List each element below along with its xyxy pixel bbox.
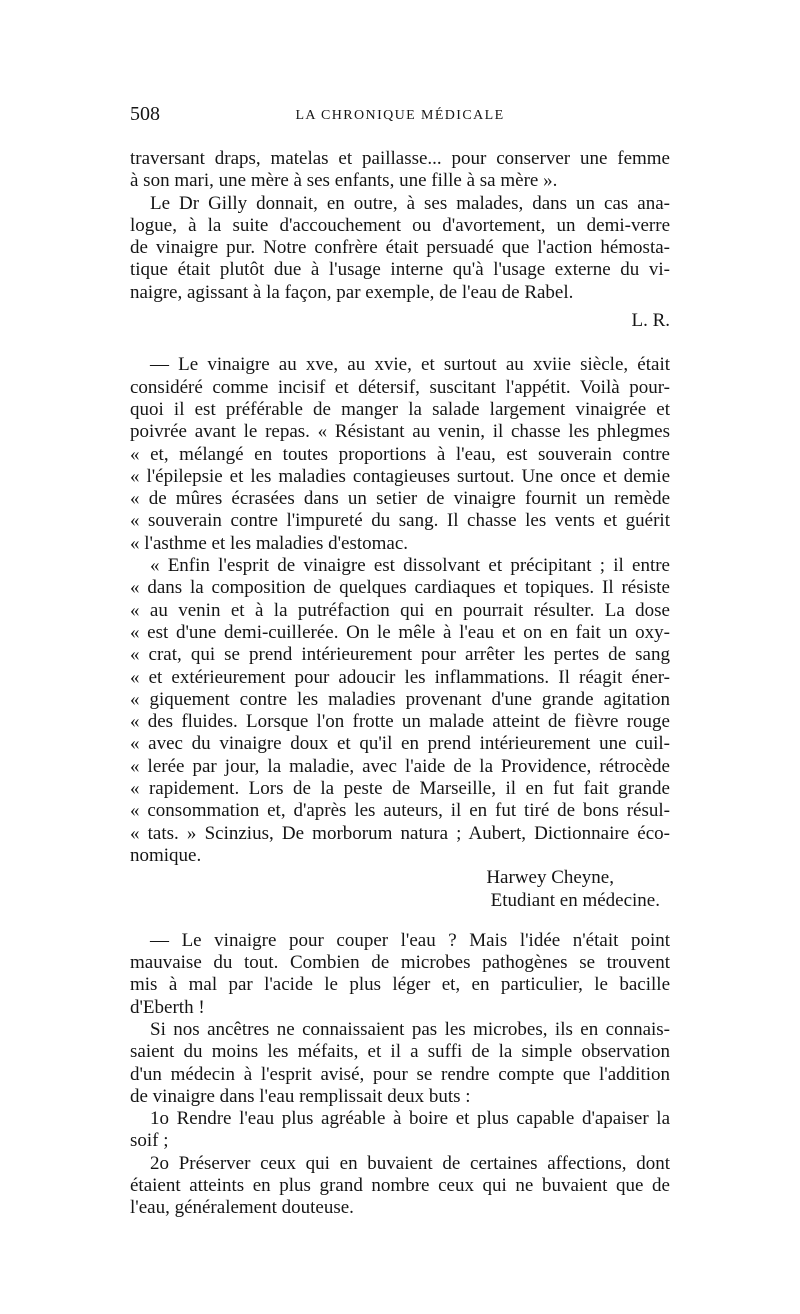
text-line: — Le vinaigre pour couper l'eau ? Mais l'idée n'était point xyxy=(150,929,670,951)
text-line: « est d'une demi-cuillerée. On le mêle à l'eau et on en fait un oxy- xyxy=(130,621,670,643)
text-line: 2o Préserver ceux qui en buvaient de certaines affections, dont xyxy=(150,1152,670,1174)
text-line: « lerée par jour, la maladie, avec l'aide de la Providence, rétrocède xyxy=(130,755,670,777)
text-line: « Enfin l'esprit de vinaigre est dissolvant et précipitant ; il entre xyxy=(150,555,670,577)
text-line: « souverain contre l'impureté du sang. Il chasse les vents et guérit xyxy=(130,510,670,532)
text-line: saient du moins les méfaits, et il a suffi de la simple observation xyxy=(130,1041,670,1063)
text-line: « au venin et à la putréfaction qui en pourrait résulter. La dose xyxy=(130,599,670,621)
signature-title: Etudiant en médecine. xyxy=(490,889,660,911)
text-line: traversant draps, matelas et paillasse... pour conserver une femme xyxy=(130,148,670,169)
text-line: « tats. » Scinzius, De morborum natura ; Aubert, Dictionnaire éco- xyxy=(130,822,670,844)
text-line: d'Eberth ! xyxy=(130,996,205,1018)
text-line: poivrée avant le repas. « Résistant au venin, il chasse les phlegmes xyxy=(130,421,670,443)
text-line: soif ; xyxy=(130,1130,169,1152)
text-line: « et, mélangé en toutes proportions à l'eau, est souverain contre xyxy=(130,443,670,465)
text-line: « l'asthme et les maladies d'estomac. xyxy=(130,532,409,554)
text-line: de vinaigre dans l'eau remplissait deux buts : xyxy=(130,1085,471,1107)
page-header xyxy=(130,103,670,133)
page-number: 508 xyxy=(130,103,160,125)
text-line: Le Dr Gilly donnait, en outre, à ses malades, dans un cas ana- xyxy=(150,192,670,214)
text-line: « rapidement. Lors de la peste de Marseille, il en fut fait grande xyxy=(130,778,670,800)
text-line: « de mûres écrasées dans un setier de vinaigre fournit un remède xyxy=(130,488,670,510)
text-line: étaient atteints en plus grand nombre ceux qui ne buvaient que de xyxy=(130,1175,670,1197)
text-line: l'eau, généralement douteuse. xyxy=(130,1197,354,1219)
text-line: nomique. xyxy=(130,844,202,866)
text-line: de vinaigre pur. Notre confrère était persuadé que l'action hémosta- xyxy=(130,237,670,259)
text-line: « avec du vinaigre doux et qu'il en prend intérieurement une cuil- xyxy=(130,733,670,755)
running-title: LA CHRONIQUE MÉDICALE xyxy=(295,108,505,123)
text-line: « giquement contre les maladies provenant d'une grande agitation xyxy=(130,688,670,710)
text-line: d'un médecin à l'esprit avisé, pour se rendre compte que l'addition xyxy=(130,1063,670,1085)
text-line: « crat, qui se prend intérieurement pour arrêter les pertes de sang xyxy=(130,644,670,666)
text-line: « consommation et, d'après les auteurs, il en fut tiré de bons résul- xyxy=(130,800,670,822)
text-line: tique était plutôt due à l'usage interne qu'à l'usage externe du vi- xyxy=(130,259,670,281)
text-line: « l'épilepsie et les maladies contagieuses surtout. Une once et demie xyxy=(130,465,670,487)
text-line: mauvaise du tout. Combien de microbes pathogènes se trouvent xyxy=(130,952,670,974)
text-line: « des fluides. Lorsque l'on frotte un malade atteint de fièvre rouge xyxy=(130,711,670,733)
text-line: considéré comme incisif et détersif, suscitant l'appétit. Voilà pour- xyxy=(130,376,670,398)
page-body xyxy=(130,148,670,1220)
text-line: à son mari, une mère à ses enfants, une fille à sa mère ». xyxy=(130,170,558,192)
text-line: — Le vinaigre au xve, au xvie, et surtout au xviie siècle, était xyxy=(150,354,670,376)
text-line: « et extérieurement pour adoucir les inflammations. Il réagit éner- xyxy=(130,666,670,688)
text-line: mis à mal par l'acide le plus léger et, en particulier, le bacille xyxy=(130,974,670,996)
text-line: 1o Rendre l'eau plus agréable à boire et plus capable d'apaiser la xyxy=(150,1108,670,1130)
signature-initials: L. R. xyxy=(631,310,670,332)
text-line: naigre, agissant à la façon, par exemple, de l'eau de Rabel. xyxy=(130,281,574,303)
text-line: logue, à la suite d'accouchement ou d'avortement, un demi-verre xyxy=(130,214,670,236)
text-line: « dans la composition de quelques cardiaques et topiques. Il résiste xyxy=(130,577,670,599)
text-line: Si nos ancêtres ne connaissaient pas les microbes, ils en connais- xyxy=(150,1018,670,1040)
text-line: quoi il est préférable de manger la salade largement vinaigrée et xyxy=(130,398,670,420)
signature-name: Harwey Cheyne, xyxy=(486,867,614,889)
